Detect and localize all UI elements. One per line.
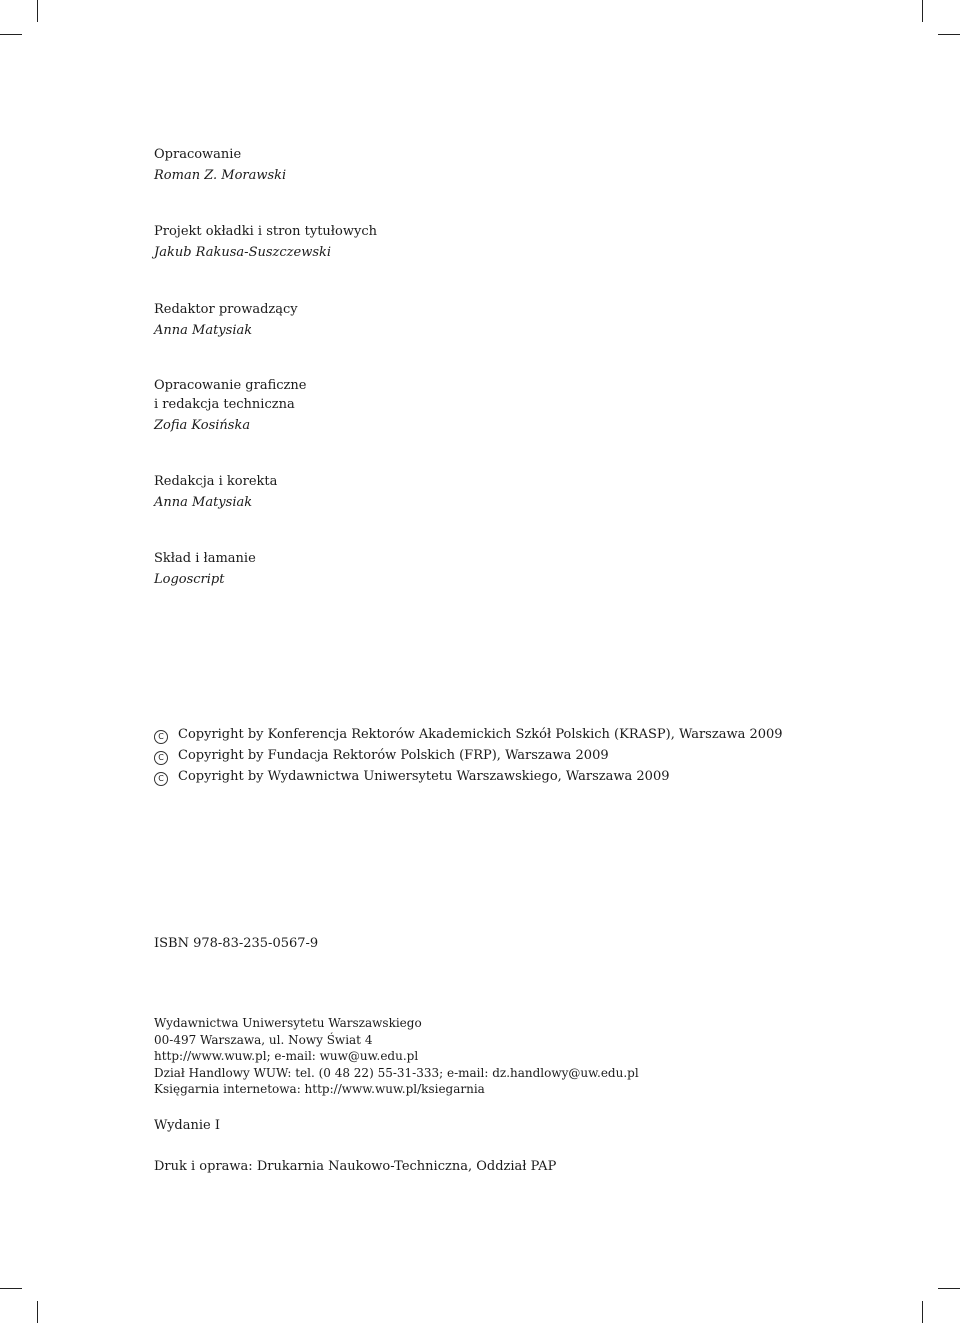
crop-mark-top-left-horizontal [0,34,22,35]
copyright-line-wuw [154,766,669,787]
credit-person: Logoscript [154,572,225,587]
credit-person: Jakub Rakusa-Suszczewski [154,245,332,260]
copyright-line-krasp [154,724,783,745]
crop-mark-bottom-left-horizontal [0,1288,22,1289]
copyright-line-frp [154,745,609,766]
credit-role: Projekt okładki i stron tytułowych [154,224,377,239]
credit-role: Skład i łamanie [154,551,256,566]
credit-block-opracowanie [154,144,286,186]
publisher-address: 00-497 Warszawa, ul. Nowy Świat 4 [154,1032,373,1047]
credit-role: Opracowanie [154,147,242,162]
credit-block-lead-editor [154,299,298,341]
publisher-info [154,1015,639,1098]
credit-person: Roman Z. Morawski [154,168,287,183]
copyright-icon: C [154,751,168,765]
credit-role: Redaktor prowadzący [154,302,298,317]
copyright-text: Copyright by Wydawnictwa Uniwersytetu Warszawskiego, Warszawa 2009 [178,769,670,784]
copyright-text: Copyright by Konferencja Rektorów Akademickich Szkół Polskich (KRASP), Warszawa 2009 [178,727,783,742]
credit-block-cover-design [154,221,377,263]
crop-mark-top-left-vertical [37,0,38,22]
credit-person: Zofia Kosińska [154,418,251,433]
credit-person: Anna Matysiak [154,495,253,510]
credit-role: Redakcja i korekta [154,474,278,489]
publisher-web-email: http://www.wuw.pl; e-mail: wuw@uw.edu.pl [154,1049,419,1063]
publisher-name: Wydawnictwa Uniwersytetu Warszawskiego [154,1016,422,1030]
credit-role-continued: i redakcja techniczna [154,397,295,412]
copyright-text: Copyright by Fundacja Rektorów Polskich (FRP), Warszawa 2009 [178,748,609,763]
credit-role: Opracowanie graficzne [154,378,307,393]
printer-info: Druk i oprawa: Drukarnia Naukowo-Techniczna, Oddział PAP [154,1159,557,1174]
publisher-bookstore: Księgarnia internetowa: http://www.wuw.pl/ksiegarnia [154,1082,485,1096]
crop-mark-bottom-left-vertical [37,1301,38,1323]
crop-mark-top-right-vertical [922,0,923,22]
copyright-icon: C [154,772,168,786]
edition: Wydanie I [154,1118,220,1133]
isbn: ISBN 978-83-235-0567-9 [154,936,319,951]
copyright-icon: C [154,730,168,744]
credit-block-proofreading [154,471,277,513]
credit-person: Anna Matysiak [154,323,253,338]
crop-mark-top-right-horizontal [938,34,960,35]
publisher-sales-dept: Dział Handlowy WUW: tel. (0 48 22) 55-31-333; e-mail: dz.handlowy@uw.edu.pl [154,1065,639,1080]
crop-mark-bottom-right-horizontal [938,1288,960,1289]
crop-mark-bottom-right-vertical [922,1301,923,1323]
credit-block-graphic-design [154,376,306,437]
credit-block-typesetting [154,548,256,590]
